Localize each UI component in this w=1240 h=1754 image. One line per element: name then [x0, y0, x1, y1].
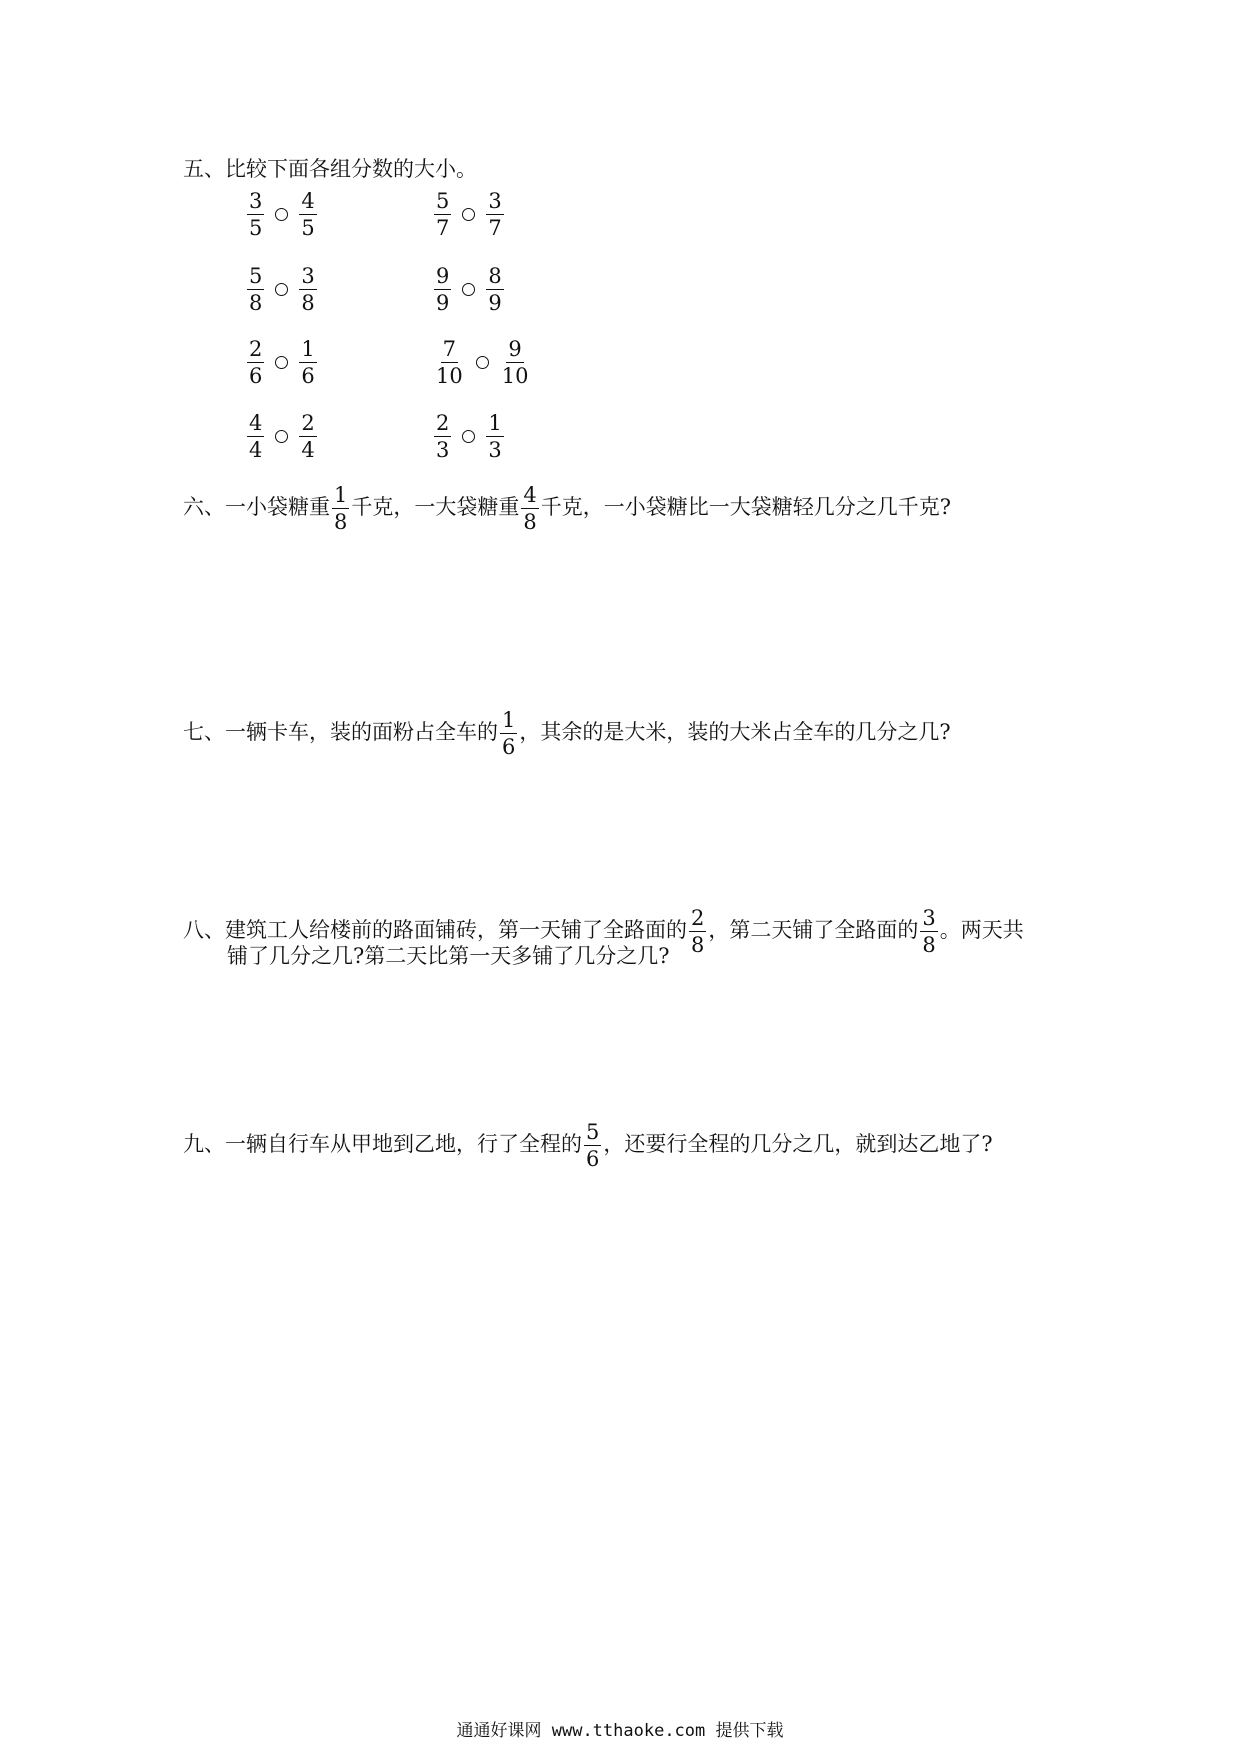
comparison-circle-blank[interactable]	[275, 430, 288, 443]
comparison-circle-blank[interactable]	[275, 283, 288, 296]
question-9	[183, 1119, 993, 1172]
comparison-pair	[432, 188, 506, 241]
fraction-denominator: 5	[301, 216, 315, 240]
fraction-numerator: 9	[508, 337, 522, 361]
q6-fraction-1	[332, 482, 349, 535]
comparison-circle-blank[interactable]	[462, 430, 475, 443]
fraction-denominator: 9	[488, 291, 502, 315]
question-6	[183, 482, 951, 535]
section5-heading: 五、比较下面各组分数的大小。	[183, 157, 477, 181]
fraction-numerator: 2	[436, 411, 450, 435]
q8-fraction-1	[689, 905, 706, 958]
fraction	[434, 188, 451, 241]
fraction-numerator: 5	[249, 264, 263, 288]
q9-frac1-den: 6	[586, 1147, 600, 1171]
fraction-denominator: 6	[249, 364, 263, 388]
q6-text-2: 千克，一大袋糖重	[351, 495, 520, 519]
fraction-numerator: 1	[301, 337, 315, 361]
fraction	[299, 263, 316, 316]
q9-text-2: ，还要行全程的几分之几，就到达乙地了?	[603, 1132, 993, 1156]
q6-text-1: 六、一小袋糖重	[183, 495, 330, 519]
q8-text-3: 。两天共	[939, 918, 1024, 942]
q6-fraction-2	[521, 482, 538, 535]
fraction	[247, 263, 264, 316]
fraction-denominator: 3	[436, 438, 450, 462]
fraction-numerator: 2	[249, 337, 263, 361]
fraction-denominator: 7	[436, 216, 450, 240]
fraction-denominator: 9	[436, 291, 450, 315]
comparison-pair	[245, 410, 319, 463]
q9-frac1-num: 5	[586, 1120, 600, 1144]
fraction	[299, 336, 316, 389]
q7-frac1-den: 6	[502, 735, 516, 759]
fraction-numerator: 8	[488, 264, 502, 288]
fraction	[486, 188, 503, 241]
q6-text-3: 千克，一小袋糖比一大袋糖轻几分之几千克?	[540, 495, 952, 519]
fraction-denominator: 5	[249, 216, 263, 240]
fraction-denominator: 3	[488, 438, 502, 462]
q7-frac1-num: 1	[502, 708, 516, 732]
fraction-numerator: 3	[488, 189, 502, 213]
q8-frac1-den: 8	[691, 933, 705, 957]
q8-frac2-num: 3	[922, 906, 936, 930]
fraction	[299, 188, 316, 241]
q8-frac2-den: 8	[922, 933, 936, 957]
fraction	[434, 410, 451, 463]
fraction-denominator: 4	[249, 438, 263, 462]
comparison-pair	[432, 336, 532, 389]
comparison-circle-blank[interactable]	[476, 356, 489, 369]
comparison-circle-blank[interactable]	[275, 356, 288, 369]
fraction-numerator: 2	[301, 411, 315, 435]
fraction	[247, 410, 264, 463]
comparison-circle-blank[interactable]	[462, 208, 475, 221]
fraction-denominator: 8	[301, 291, 315, 315]
fraction	[486, 263, 503, 316]
fraction-numerator: 9	[436, 264, 450, 288]
fraction-denominator: 10	[501, 364, 529, 388]
fraction-denominator: 4	[301, 438, 315, 462]
fraction	[247, 188, 264, 241]
fraction	[299, 410, 316, 463]
fraction-numerator: 7	[442, 337, 457, 361]
fraction	[434, 263, 451, 316]
q6-frac1-num: 1	[334, 483, 348, 507]
q9-text-1: 九、一辆自行车从甲地到乙地，行了全程的	[183, 1132, 582, 1156]
fraction-numerator: 5	[436, 189, 450, 213]
fraction-denominator: 7	[488, 216, 502, 240]
q6-frac1-den: 8	[334, 510, 348, 534]
q8-text-2: ，第二天铺了全路面的	[708, 918, 919, 942]
fraction	[500, 336, 531, 389]
comparison-pair	[245, 188, 319, 241]
q8-text-1: 八、建筑工人给楼前的路面铺砖，第一天铺了全路面的	[183, 918, 687, 942]
fraction-numerator: 1	[488, 411, 502, 435]
q7-text-2: ，其余的是大米，装的大米占全车的几分之几?	[519, 720, 951, 744]
q9-fraction-1	[584, 1119, 601, 1172]
q8-frac1-num: 2	[691, 906, 705, 930]
fraction	[486, 410, 503, 463]
q6-frac2-den: 8	[523, 510, 537, 534]
fraction-numerator: 4	[301, 189, 315, 213]
comparison-pair	[245, 263, 319, 316]
q7-text-1: 七、一辆卡车，装的面粉占全车的	[183, 720, 498, 744]
comparison-circle-blank[interactable]	[275, 208, 288, 221]
q8-fraction-2	[920, 905, 937, 958]
comparison-pair	[245, 336, 319, 389]
download-footer: 通通好课网 www.tthaoke.com 提供下载	[456, 1721, 784, 1741]
fraction-numerator: 3	[301, 264, 315, 288]
fraction-numerator: 4	[249, 411, 263, 435]
comparison-pair	[432, 263, 506, 316]
q7-fraction-1	[500, 707, 517, 760]
fraction	[434, 336, 465, 389]
comparison-pair	[432, 410, 506, 463]
fraction-denominator: 8	[249, 291, 263, 315]
q6-frac2-num: 4	[523, 483, 537, 507]
fraction-numerator: 3	[249, 189, 263, 213]
fraction-denominator: 10	[436, 364, 463, 388]
question-7	[183, 707, 951, 760]
comparison-circle-blank[interactable]	[462, 283, 475, 296]
fraction	[247, 336, 264, 389]
question-8-line-2: 铺了几分之几?第二天比第一天多铺了几分之几?	[227, 944, 670, 968]
fraction-denominator: 6	[301, 364, 315, 388]
